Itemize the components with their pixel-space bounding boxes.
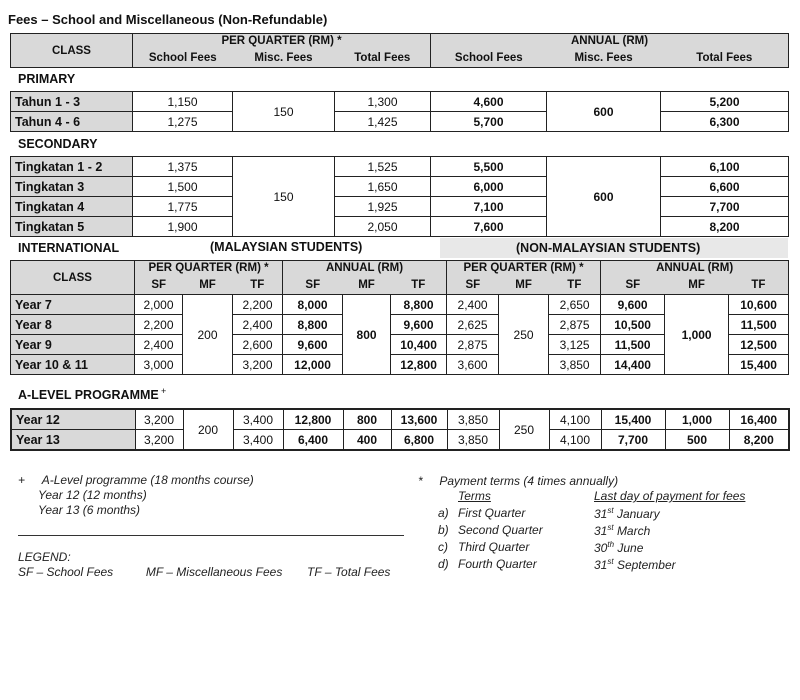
m-q-tf: 2,400 bbox=[233, 315, 283, 335]
q-misc-fee: 150 bbox=[233, 157, 335, 237]
a-misc-fees-header: Misc. Fees bbox=[547, 48, 661, 68]
m-a-mf: 400 bbox=[343, 430, 391, 451]
malaysian-students-title: (MALAYSIAN STUDENTS) bbox=[210, 240, 363, 254]
n-a-sf: 7,700 bbox=[601, 430, 665, 451]
m-a-sf: 8,000 bbox=[283, 295, 343, 315]
n-a-sf: 10,500 bbox=[601, 315, 665, 335]
table-row bbox=[11, 409, 789, 430]
m-q-tf: 2,600 bbox=[233, 335, 283, 355]
m-per-quarter-header: PER QUARTER (RM) * bbox=[135, 261, 283, 276]
page-title: Fees – School and Miscellaneous (Non-Refundable) bbox=[8, 12, 328, 27]
legend-tf: TF – Total Fees bbox=[307, 565, 391, 579]
m-a-tf: 8,800 bbox=[391, 295, 447, 315]
term-day-suffix: st bbox=[607, 523, 614, 532]
row-label: Year 9 bbox=[11, 335, 135, 355]
m-a-tf: 12,800 bbox=[391, 355, 447, 375]
q-school-fees-header: School Fees bbox=[133, 48, 233, 68]
row-label: Tingkatan 5 bbox=[11, 217, 133, 237]
table-row bbox=[11, 430, 789, 451]
table-row bbox=[11, 295, 789, 315]
primary-table bbox=[10, 91, 789, 132]
n-q-mf: 250 bbox=[499, 295, 549, 375]
row-label: Year 7 bbox=[11, 295, 135, 315]
m-a-sf: 9,600 bbox=[283, 335, 343, 355]
term-day: 31 bbox=[594, 558, 608, 572]
term-day: 31 bbox=[594, 507, 608, 521]
list-item bbox=[418, 523, 788, 540]
m-a-tf: 6,800 bbox=[391, 430, 447, 451]
n-a-sf: 9,600 bbox=[601, 295, 665, 315]
term-day: 31 bbox=[594, 524, 608, 538]
m-q-mf: 200 bbox=[183, 295, 233, 375]
m-q-mf: 200 bbox=[183, 409, 233, 450]
m-q-sf: 3,200 bbox=[135, 409, 183, 430]
year12-note: Year 12 (12 months) bbox=[38, 488, 147, 502]
q-school-fee: 1,775 bbox=[133, 197, 233, 217]
legend-mf: MF – Miscellaneous Fees bbox=[145, 565, 283, 579]
m-a-sf: 12,800 bbox=[283, 409, 343, 430]
row-label: Tingkatan 4 bbox=[11, 197, 133, 217]
row-label: Tahun 1 - 3 bbox=[11, 92, 133, 112]
n-annual-header: ANNUAL (RM) bbox=[601, 261, 789, 276]
row-label: Tingkatan 3 bbox=[11, 177, 133, 197]
term-letter: b) bbox=[438, 523, 449, 537]
m-a-sf: 8,800 bbox=[283, 315, 343, 335]
non-malaysian-students-title: (NON-MALAYSIAN STUDENTS) bbox=[516, 241, 701, 255]
m-a-sf: 12,000 bbox=[283, 355, 343, 375]
year13-note: Year 13 (6 months) bbox=[38, 503, 141, 517]
primary-section-title: PRIMARY bbox=[18, 72, 76, 86]
q-total-fee: 1,650 bbox=[335, 177, 431, 197]
sf-header: SF bbox=[135, 275, 183, 295]
n-a-sf: 14,400 bbox=[601, 355, 665, 375]
mf-header: MF bbox=[665, 275, 729, 295]
list-item bbox=[418, 540, 788, 557]
n-a-tf: 12,500 bbox=[729, 335, 789, 355]
term-letter: c) bbox=[438, 540, 448, 554]
m-a-sf: 6,400 bbox=[283, 430, 343, 451]
term-name: Fourth Quarter bbox=[458, 557, 537, 571]
a-total-fees-header: Total Fees bbox=[661, 48, 789, 68]
sf-header: SF bbox=[447, 275, 499, 295]
a-total-fee: 7,700 bbox=[661, 197, 789, 217]
fees-header-table bbox=[10, 33, 789, 68]
table-row bbox=[11, 92, 789, 112]
per-quarter-header: PER QUARTER (RM) * bbox=[133, 34, 431, 49]
q-misc-fees-header: Misc. Fees bbox=[233, 48, 335, 68]
a-school-fee: 6,000 bbox=[431, 177, 547, 197]
term-day-suffix: th bbox=[607, 540, 615, 549]
m-q-sf: 2,200 bbox=[135, 315, 183, 335]
a-total-fee: 8,200 bbox=[661, 217, 789, 237]
tf-header: TF bbox=[549, 275, 601, 295]
sf-header: SF bbox=[283, 275, 343, 295]
term-day-suffix: st bbox=[607, 506, 614, 515]
q-school-fee: 1,375 bbox=[133, 157, 233, 177]
alevel-table bbox=[10, 408, 790, 451]
a-school-fee: 5,500 bbox=[431, 157, 547, 177]
q-total-fee: 1,525 bbox=[335, 157, 431, 177]
class-header: CLASS bbox=[11, 261, 135, 295]
n-q-sf: 2,400 bbox=[447, 295, 499, 315]
mf-header: MF bbox=[499, 275, 549, 295]
q-total-fee: 1,425 bbox=[335, 112, 431, 132]
q-misc-fee: 150 bbox=[233, 92, 335, 132]
n-a-tf: 10,600 bbox=[729, 295, 789, 315]
n-q-sf: 3,600 bbox=[447, 355, 499, 375]
m-a-mf: 800 bbox=[343, 295, 391, 375]
m-q-tf: 3,200 bbox=[233, 355, 283, 375]
table-row bbox=[11, 112, 789, 132]
n-q-sf: 2,875 bbox=[447, 335, 499, 355]
table-row bbox=[11, 177, 789, 197]
a-total-fee: 6,100 bbox=[661, 157, 789, 177]
table-row bbox=[11, 197, 789, 217]
term-month: September bbox=[616, 558, 676, 572]
international-table bbox=[10, 260, 789, 375]
list-item bbox=[418, 557, 788, 574]
row-label: Tingkatan 1 - 2 bbox=[11, 157, 133, 177]
q-total-fee: 1,925 bbox=[335, 197, 431, 217]
q-total-fee: 2,050 bbox=[335, 217, 431, 237]
a-total-fee: 6,600 bbox=[661, 177, 789, 197]
m-a-tf: 13,600 bbox=[391, 409, 447, 430]
m-q-sf: 3,000 bbox=[135, 355, 183, 375]
n-a-mf: 1,000 bbox=[665, 295, 729, 375]
n-q-tf: 2,650 bbox=[549, 295, 601, 315]
alevel-note-block bbox=[18, 473, 254, 518]
a-school-fees-header: School Fees bbox=[431, 48, 547, 68]
n-q-mf: 250 bbox=[499, 409, 549, 450]
tf-header: TF bbox=[729, 275, 789, 295]
secondary-section-title: SECONDARY bbox=[18, 137, 98, 151]
n-a-tf: 16,400 bbox=[729, 409, 789, 430]
mf-header: MF bbox=[343, 275, 391, 295]
table-row bbox=[11, 157, 789, 177]
term-letter: d) bbox=[438, 557, 449, 571]
table-row bbox=[11, 217, 789, 237]
n-a-tf: 8,200 bbox=[729, 430, 789, 451]
row-label: Year 13 bbox=[11, 430, 135, 451]
a-school-fee: 7,100 bbox=[431, 197, 547, 217]
a-school-fee: 4,600 bbox=[431, 92, 547, 112]
n-q-sf: 3,850 bbox=[447, 409, 499, 430]
tf-header: TF bbox=[233, 275, 283, 295]
m-q-sf: 2,000 bbox=[135, 295, 183, 315]
q-total-fee: 1,300 bbox=[335, 92, 431, 112]
row-label: Tahun 4 - 6 bbox=[11, 112, 133, 132]
n-q-tf: 3,125 bbox=[549, 335, 601, 355]
row-label: Year 12 bbox=[11, 409, 135, 430]
m-q-sf: 3,200 bbox=[135, 430, 183, 451]
n-per-quarter-header: PER QUARTER (RM) * bbox=[447, 261, 601, 276]
n-a-mf: 1,000 bbox=[665, 409, 729, 430]
m-q-tf: 2,200 bbox=[233, 295, 283, 315]
list-item bbox=[418, 506, 788, 523]
term-letter: a) bbox=[438, 506, 449, 520]
n-a-mf: 500 bbox=[665, 430, 729, 451]
q-school-fee: 1,500 bbox=[133, 177, 233, 197]
q-total-fees-header: Total Fees bbox=[335, 48, 431, 68]
row-label: Year 8 bbox=[11, 315, 135, 335]
n-a-sf: 11,500 bbox=[601, 335, 665, 355]
secondary-table bbox=[10, 156, 789, 237]
n-a-sf: 15,400 bbox=[601, 409, 665, 430]
legend-sf: SF – School Fees bbox=[18, 565, 114, 579]
plus-mark: + bbox=[18, 473, 26, 487]
term-day-suffix: st bbox=[607, 557, 614, 566]
a-total-fee: 5,200 bbox=[661, 92, 789, 112]
q-school-fee: 1,275 bbox=[133, 112, 233, 132]
n-q-sf: 3,850 bbox=[447, 430, 499, 451]
row-label: Year 10 & 11 bbox=[11, 355, 135, 375]
tf-header: TF bbox=[391, 275, 447, 295]
m-annual-header: ANNUAL (RM) bbox=[283, 261, 447, 276]
n-q-tf: 2,875 bbox=[549, 315, 601, 335]
class-header: CLASS bbox=[11, 34, 133, 68]
a-school-fee: 5,700 bbox=[431, 112, 547, 132]
alevel-section-title: A-LEVEL PROGRAMME bbox=[18, 388, 159, 402]
legend-title: LEGEND: bbox=[18, 550, 71, 564]
n-q-tf: 4,100 bbox=[549, 430, 601, 451]
alevel-plus-mark: + bbox=[161, 386, 167, 396]
legend-block bbox=[18, 550, 390, 580]
term-name: Third Quarter bbox=[458, 540, 530, 554]
term-name: First Quarter bbox=[458, 506, 526, 520]
m-q-tf: 3,400 bbox=[233, 409, 283, 430]
mf-header: MF bbox=[183, 275, 233, 295]
m-q-tf: 3,400 bbox=[233, 430, 283, 451]
term-day: 30 bbox=[594, 541, 608, 555]
star-mark: * bbox=[418, 474, 423, 488]
m-q-sf: 2,400 bbox=[135, 335, 183, 355]
a-misc-fee: 600 bbox=[547, 92, 661, 132]
term-month: June bbox=[617, 541, 644, 555]
n-a-tf: 11,500 bbox=[729, 315, 789, 335]
a-school-fee: 7,600 bbox=[431, 217, 547, 237]
payment-title: Payment terms (4 times annually) bbox=[439, 474, 619, 488]
q-school-fee: 1,150 bbox=[133, 92, 233, 112]
payment-terms-block bbox=[418, 474, 788, 574]
q-school-fee: 1,900 bbox=[133, 217, 233, 237]
sf-header: SF bbox=[601, 275, 665, 295]
alevel-note: A-Level programme (18 months course) bbox=[41, 473, 254, 487]
m-a-tf: 10,400 bbox=[391, 335, 447, 355]
last-day-header: Last day of payment for fees bbox=[594, 489, 746, 503]
annual-header: ANNUAL (RM) bbox=[431, 34, 789, 49]
a-total-fee: 6,300 bbox=[661, 112, 789, 132]
term-name: Second Quarter bbox=[458, 523, 543, 537]
n-a-tf: 15,400 bbox=[729, 355, 789, 375]
m-a-tf: 9,600 bbox=[391, 315, 447, 335]
terms-header: Terms bbox=[458, 489, 491, 503]
n-q-tf: 4,100 bbox=[549, 409, 601, 430]
m-a-mf: 800 bbox=[343, 409, 391, 430]
divider bbox=[18, 535, 404, 536]
a-misc-fee: 600 bbox=[547, 157, 661, 237]
term-month: March bbox=[616, 524, 651, 538]
n-q-sf: 2,625 bbox=[447, 315, 499, 335]
international-section-title: INTERNATIONAL bbox=[18, 241, 120, 255]
term-month: January bbox=[616, 507, 660, 521]
n-q-tf: 3,850 bbox=[549, 355, 601, 375]
